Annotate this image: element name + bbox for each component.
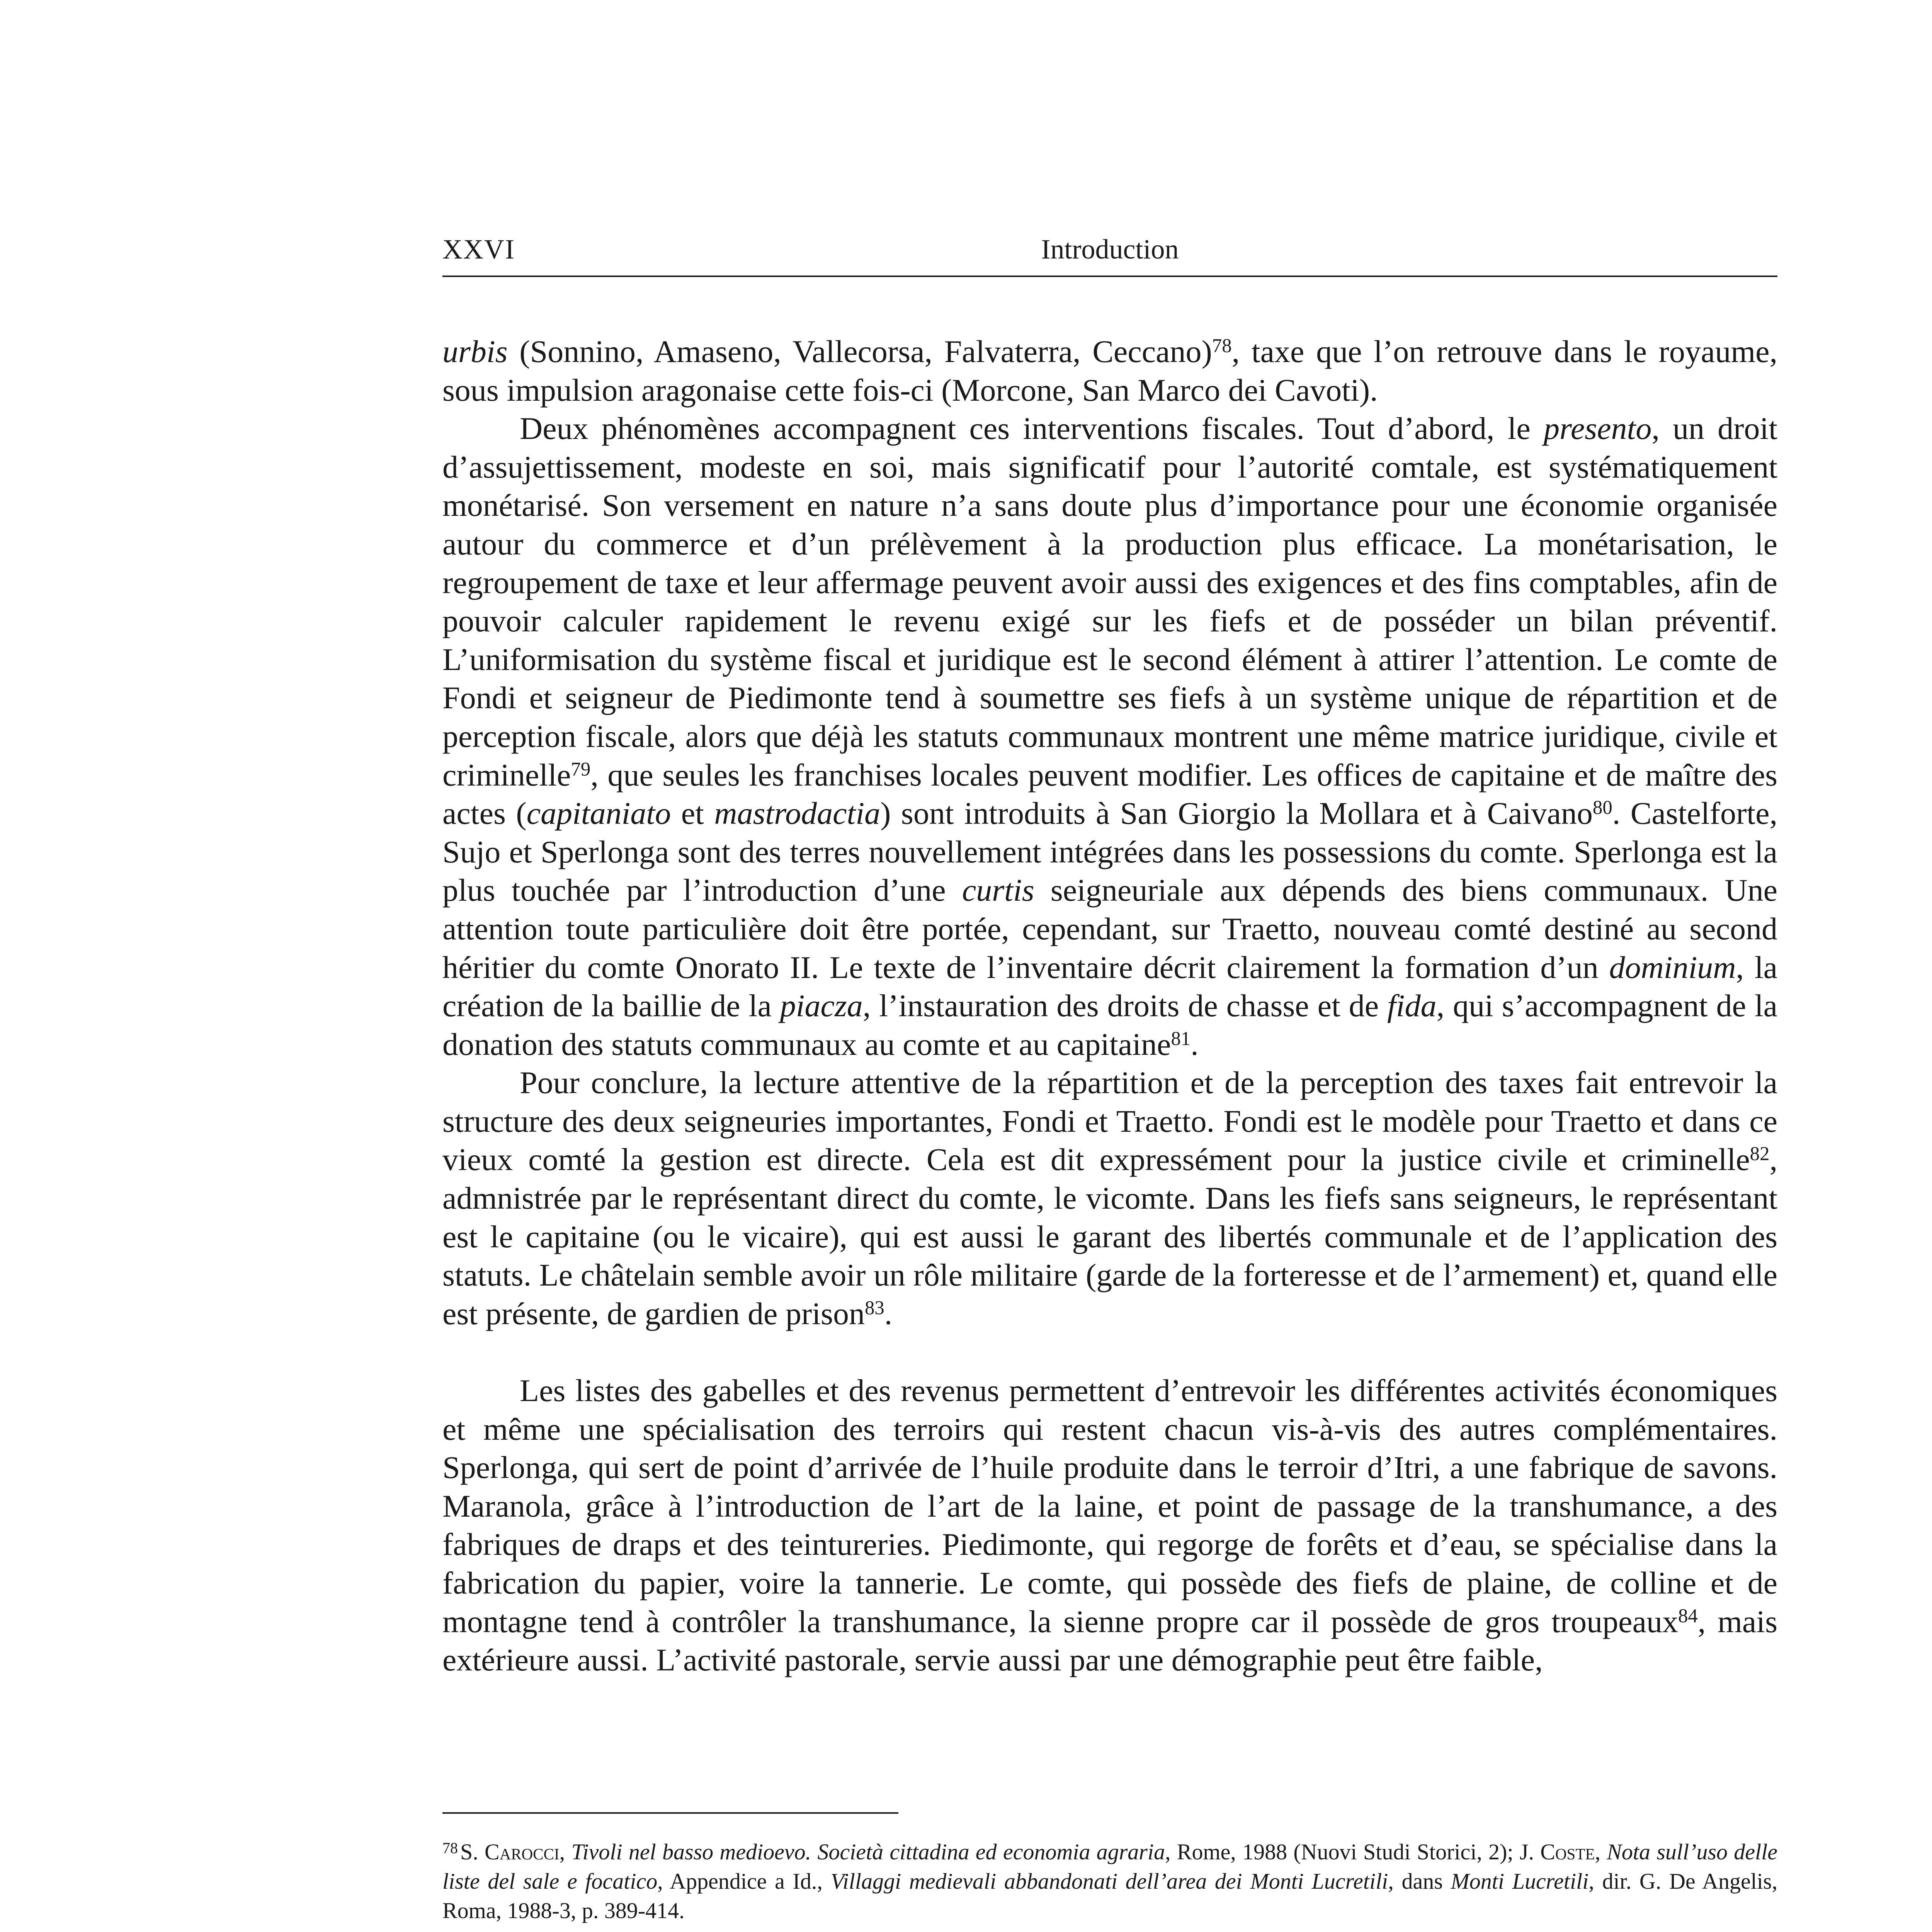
text-span: Deux phénomènes accompagnent ces interventions fiscales. Tout d’abord, le [520, 411, 1544, 446]
text-span: . Castelforte, Sujo et Sperlonga sont des terres nouvellement intégrées dans les possessions du comte. Sperlonga est la plus touchée par l’introduction d’une [442, 796, 1777, 908]
footnote-separator [442, 1812, 898, 1814]
footnote-number: 78 [442, 1839, 458, 1857]
text-span: , [559, 1839, 571, 1864]
text-span: piacza [780, 988, 863, 1024]
text-span: . [884, 1296, 893, 1331]
text-span: J. Coste [1519, 1839, 1595, 1864]
text-span: Pour conclure, la lecture attentive de la répartition et de la perception des taxes fait entrevoir la structure des deux seigneuries importantes, Fondi et Traetto. Fondi est le modèle pour Traetto et dans ce vieux comté la gestion est directe. Cela est dit expressément pour la justice civile et criminelle [442, 1065, 1777, 1177]
text-span: Nota sull’uso delle liste del sale e focatico [442, 1839, 1778, 1894]
text-span: curtis [962, 872, 1034, 908]
text-span: , Rome, 1988 (Nuovi Studi Storici, 2); [1165, 1839, 1520, 1864]
paragraph-3 [442, 1063, 1777, 1333]
footnote-ref-83[interactable]: 83 [864, 1297, 884, 1319]
text-span: , la création de la baillie de la [442, 949, 1777, 1024]
text-span: mastrodactia [714, 796, 881, 831]
text-span: , admnistrée par le représentant direct du comte, le vicomte. Dans les fiefs sans seigneurs, le représentant est le capitaine (ou le vicaire), qui est aussi le garant des libertés communale et de l’application des statuts. Le châtelain semble avoir un rôle militaire (garde de la forteresse et de l’armement) et, quand elle est présente, de gardien de prison [442, 1142, 1777, 1331]
text-span: . [1190, 1026, 1199, 1062]
text-span: Les listes des gabelles et des revenus permettent d’entrevoir les différentes activités économiques et même une spécialisation des terroirs qui restent chacun vis-à-vis des autres complémentaires. Sperlonga, qui sert de point d’arrivée de l’huile produite dans le terroir d’Itri, a une fabrique de savons. Maranola, grâce à l’introduction de l’art de la laine, et point de passage de la transhumance, a des fabriques de draps et des teintureries. Piedimonte, qui regorge de forêts et d’eau, se spécialise dans la fabrication du papier, voire la tannerie. Le comte, qui possède des fiefs de plaine, de colline et de montagne tend à contrôler la transhumance, la sienne propre car il possède de gros troupeaux [442, 1373, 1777, 1639]
footnote-ref-79[interactable]: 79 [571, 758, 591, 780]
running-title: Introduction [1041, 234, 1179, 265]
text-span: Monti Lucretili [1451, 1869, 1589, 1894]
text-span: , un droit d’assujettissement, modeste en soi, mais significatif pour l’autorité comtale, est systématiquement monétarisé. Son versement en nature n’a sans doute plus d’importance pour une économie organisée autour du commerce et d’un prélèvement à la production plus efficace. La monétarisation, le regroupement de taxe et leur affermage peuvent avoir aussi des exigences et des fins comptables, afin de pouvoir calculer rapidement le revenu exigé sur les fiefs et de posséder un bilan préventif. L’uniformisation du système fiscal et juridique est le second élément à attirer l’attention. Le comte de Fondi et seigneur de Piedimonte tend à soumettre ses fiefs à un système unique de répartition et de perception fiscale, alors que déjà les statuts communaux montrent une même matrice juridique, civile et criminelle [442, 411, 1778, 793]
footnote-ref-82[interactable]: 82 [1750, 1143, 1770, 1165]
header-rule [442, 276, 1777, 277]
paragraph-1 [442, 332, 1777, 409]
text-span: et [671, 796, 714, 831]
page-header [442, 228, 1777, 270]
footnotes [442, 1833, 1777, 1932]
text-span: seigneuriale aux dépends des biens communaux. Une attention toute particulière doit être portée, cependant, sur Traetto, nouveau comté destiné au second héritier du comte Onorato II. Le texte de l’inventaire décrit clairement la formation d’un [442, 872, 1777, 985]
text-span: urbis [442, 334, 508, 369]
paragraph-2 [442, 409, 1777, 1063]
text-span: (Sonnino, Amaseno, Vallecorsa, Falvaterra, Ceccano) [507, 334, 1212, 369]
text-span: presento [1543, 411, 1652, 446]
text-span: , que seules les franchises locales peuvent modifier. Les offices de capitaine et de maître des actes ( [442, 757, 1777, 831]
footnote-ref-84[interactable]: 84 [1678, 1605, 1698, 1627]
footnote-ref-81[interactable]: 81 [1171, 1027, 1191, 1049]
text-span: , taxe que l’on retrouve dans le royaume, sous impulsion aragonaise cette fois-ci (Morcone, San Marco dei Cavoti). [442, 334, 1777, 408]
text-span: S. Carocci [460, 1839, 560, 1864]
text-span: Tivoli nel basso medioevo. Società cittadina ed economia agraria [571, 1839, 1165, 1864]
footnote-ref-78[interactable]: 78 [1212, 335, 1232, 357]
footnote-78 [442, 1833, 1777, 1925]
main-text [442, 332, 1777, 1679]
text-span: , Appendice a Id., [657, 1869, 831, 1894]
text-span: , qui s’accompagnent de la donation des statuts communaux au comte et au capitaine [442, 988, 1778, 1062]
text-span: capitaniato [526, 796, 671, 831]
text-span: , dans [1388, 1869, 1451, 1894]
text-span: , mais extérieure aussi. L’activité pastorale, servie aussi par une démographie peut être faible, [442, 1604, 1777, 1678]
text-span: fida [1387, 988, 1437, 1024]
folio-number: XXVI [442, 234, 515, 265]
footnote-ref-80[interactable]: 80 [1592, 796, 1612, 818]
text-span: dominium [1609, 949, 1736, 985]
text-span: , l’instauration des droits de chasse et de [862, 988, 1388, 1024]
text-span: ) sont introduits à San Giorgio la Mollara et à Caivano [880, 796, 1593, 831]
text-span: , [1595, 1839, 1607, 1864]
text-span: , dir. G. De Angelis, Roma, 1988-3, p. 389-414. [442, 1869, 1777, 1923]
text-span: Villaggi medievali abbandonati dell’area dei Monti Lucretili [830, 1869, 1388, 1894]
paragraph-4 [442, 1371, 1777, 1679]
